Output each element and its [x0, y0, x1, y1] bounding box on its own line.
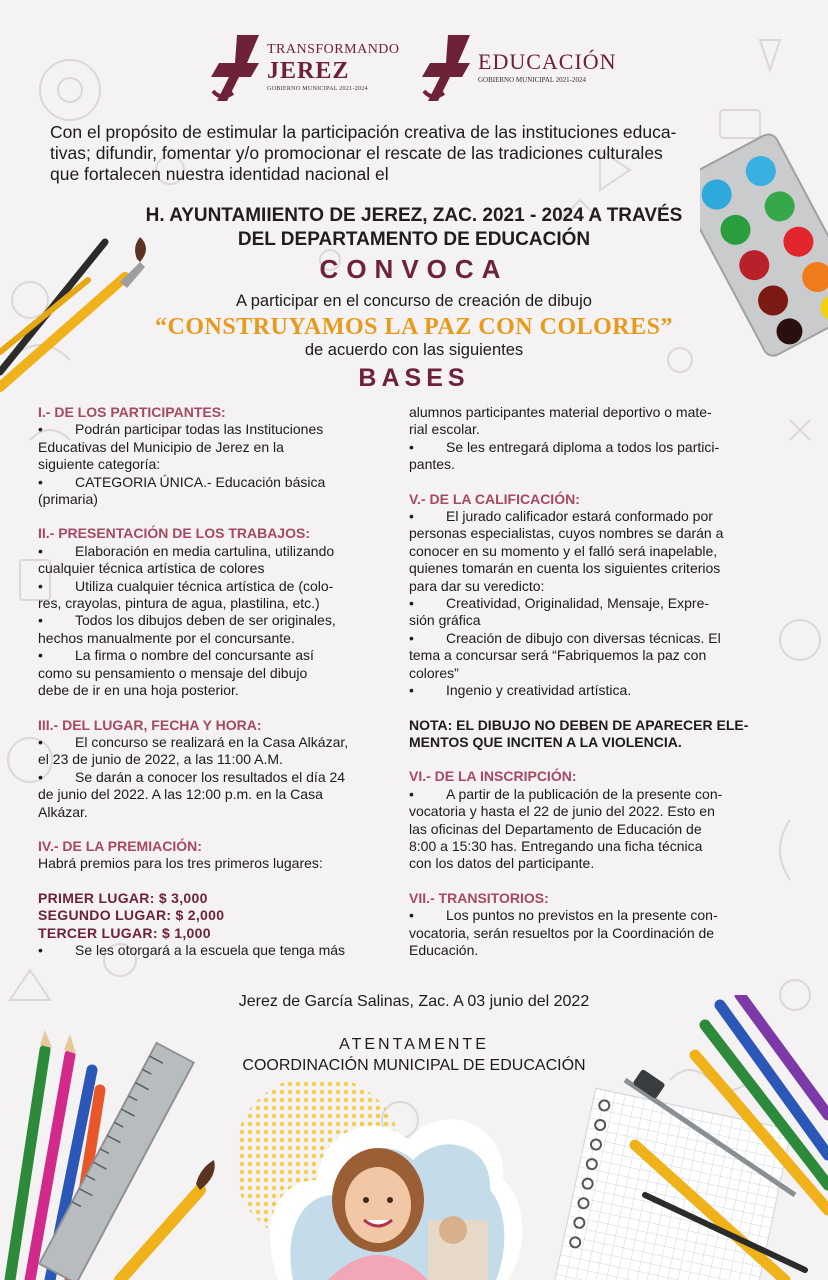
bullet-item	[409, 786, 773, 803]
item-text: El jurado calificador estará conformado por	[446, 508, 713, 525]
prize-second: SEGUNDO LUGAR: $ 2,000	[38, 907, 225, 924]
logo-main-text: EDUCACIÓN	[478, 49, 617, 74]
item-text: colores”	[409, 664, 459, 681]
bullet-item	[38, 578, 390, 595]
bullet-item	[38, 734, 390, 751]
item-text: Alkázar.	[38, 803, 88, 820]
pencils-ruler-icon	[0, 1030, 230, 1280]
item-text: Podrán participar todas las Instituciones	[75, 421, 324, 438]
right-column	[409, 404, 773, 976]
bullet-icon: •	[409, 785, 414, 802]
item-text: para dar su veredicto:	[409, 577, 545, 594]
item-text: Creatividad, Originalidad, Mensaje, Expre-	[446, 595, 710, 612]
bases-heading: BASES	[358, 364, 470, 392]
bullet-icon: •	[409, 682, 414, 699]
item-text: res, crayolas, pintura de agua, plastilina, etc.)	[38, 595, 320, 612]
item-text: Todos los dibujos deben de ser originales,	[75, 612, 336, 629]
item-text: Utiliza cualquier técnica artística de (colo-	[75, 577, 334, 594]
item-text: debe de ir en una hoja posterior.	[38, 682, 239, 699]
item-text: personas especialistas, cuyos nombres se darán a	[409, 525, 724, 542]
item-text: Ingenio y creatividad artística.	[446, 682, 632, 699]
section-title: VII.- TRANSITORIOS:	[409, 889, 549, 906]
logo-top-text: TRANSFORMANDO	[267, 42, 400, 57]
section-title: II.- PRESENTACIÓN DE LOS TRABAJOS:	[38, 525, 310, 542]
item-text: Los puntos no previstos en la presente con-	[446, 907, 718, 924]
prize-first: PRIMER LUGAR: $ 3,000	[38, 889, 208, 906]
item-text: las oficinas del Departamento de Educación de	[409, 820, 702, 837]
education-logo-icon	[418, 33, 474, 103]
nota-line: NOTA: EL DIBUJO NO DEBEN DE APARECER ELE-	[409, 716, 749, 733]
item-text: El concurso se realizará en la Casa Alkázar,	[75, 733, 349, 750]
item-text: cualquier técnica artística de colores	[38, 560, 265, 577]
convoca-heading: CONVOCA	[319, 254, 509, 284]
item-text: (primaria)	[38, 491, 98, 508]
bullet-icon: •	[409, 508, 414, 525]
item-text: como su pensamiento o mensaje del dibujo	[38, 664, 308, 681]
item-text: Creación de dibujo con diversas técnicas. El	[446, 629, 721, 646]
participar-text: A participar en el concurso de creación de dibujo	[236, 292, 592, 310]
item-text: La firma o nombre del concursante así	[75, 647, 314, 664]
municipal-logo-icon	[207, 33, 263, 103]
item-text: con los datos del participante.	[409, 855, 595, 872]
item-text: vocatoria, serán resueltos por la Coordinación de	[409, 924, 715, 941]
organizer-line: DEL DEPARTAMENTO DE EDUCACIÓN	[237, 229, 591, 250]
item-text: Se darán a conocer los resultados el día 24	[75, 768, 346, 785]
section-title: I.- DE LOS PARTICIPANTES:	[38, 404, 226, 420]
bullet-item	[38, 647, 390, 664]
bullet-item	[38, 474, 390, 491]
bullet-icon: •	[38, 421, 43, 438]
bullet-item	[409, 595, 773, 612]
item-text: el 23 de junio de 2022, a las 11:00 A.M.	[38, 751, 283, 768]
item-text: pantes.	[409, 456, 455, 473]
bullet-icon: •	[409, 907, 414, 924]
bullet-item	[38, 421, 390, 438]
item-text: Se les otorgará a la escuela que tenga más	[75, 941, 346, 958]
item-text: Se les entregará diploma a todos los partici-	[446, 438, 720, 455]
bullet-item	[409, 508, 773, 525]
bullet-item	[38, 942, 390, 959]
item-text: CATEGORIA ÚNICA.- Educación básica	[75, 473, 326, 490]
section-premiacion	[38, 838, 390, 959]
item-text: hechos manualmente por el concursante.	[38, 629, 295, 646]
item-text: Habrá premios para los tres primeros lugares:	[38, 855, 323, 872]
section-lugar-fecha	[38, 717, 390, 821]
logo-sub-text: GOBIERNO MUNICIPAL 2021-2024	[478, 76, 586, 84]
notebook-compass-icon	[545, 995, 828, 1280]
section-title: V.- DE LA CALIFICACIÓN:	[409, 490, 580, 507]
bullet-item	[38, 769, 390, 786]
item-text: quienes tomarán en cuenta los siguientes criterios	[409, 560, 721, 577]
intro-paragraph	[50, 122, 778, 185]
prize-third: TERCER LUGAR: $ 1,000	[38, 924, 211, 941]
item-text: sión gráfica	[409, 612, 481, 629]
left-column	[38, 404, 390, 976]
section-inscripcion	[409, 768, 773, 872]
signature-coordination: COORDINACIÓN MUNICIPAL DE EDUCACIÓN	[242, 1057, 586, 1074]
bullet-icon: •	[38, 768, 43, 785]
item-text: tema a concursar será “Fabriquemos la paz con	[409, 647, 707, 664]
bullet-item	[409, 682, 773, 699]
item-text: 8:00 a 15:30 has. Entregando una ficha técnica	[409, 837, 703, 854]
girl-photo	[238, 1080, 528, 1280]
item-text: vocatoria y hasta el 22 de junio del 2022. Esto en	[409, 803, 715, 820]
item-text: Educación.	[409, 941, 479, 958]
item-text: siguiente categoría:	[38, 456, 161, 473]
bullet-item	[38, 543, 390, 560]
intro-line: Con el propósito de estimular la participación creativa de las instituciones educa-	[50, 122, 677, 142]
section-title: III.- DEL LUGAR, FECHA Y HORA:	[38, 716, 262, 733]
place-date: Jerez de García Salinas, Zac. A 03 junio del 2022	[238, 993, 590, 1010]
contest-title: “CONSTRUYAMOS LA PAZ CON COLORES”	[155, 314, 673, 340]
intro-line: que fortalecen nuestra identidad nacional el	[50, 164, 389, 184]
bullet-icon: •	[38, 647, 43, 664]
bullet-icon: •	[38, 612, 43, 629]
bullet-item	[409, 630, 773, 647]
item-text: alumnos participantes material deportivo o mate-	[409, 404, 712, 420]
bullet-icon: •	[409, 438, 414, 455]
item-text: A partir de la publicación de la presente con-	[446, 785, 723, 802]
logo-main-text: JEREZ	[267, 58, 350, 84]
nota-line: MENTOS QUE INCITEN A LA VIOLENCIA.	[409, 733, 682, 750]
item-text: conocer en su momento y el falló será inapelable,	[409, 542, 718, 559]
bullet-item	[38, 612, 390, 629]
organizer-heading	[0, 204, 828, 252]
bullet-icon: •	[409, 595, 414, 612]
bullet-item	[409, 439, 773, 456]
nota-warning	[409, 717, 773, 752]
section-calificacion	[409, 491, 773, 700]
section-premiacion-cont	[409, 404, 773, 474]
acuerdo-text: de acuerdo con las siguientes	[304, 341, 524, 359]
bullet-icon: •	[38, 542, 43, 559]
section-transitorios	[409, 890, 773, 960]
bullet-icon: •	[38, 941, 43, 958]
organizer-line: H. AYUNTAMIIENTO DE JEREZ, ZAC. 2021 - 2024 A TRAVÉS	[145, 205, 683, 226]
item-text: Elaboración en media cartulina, utilizando	[75, 542, 335, 559]
item-text: Educativas del Municipio de Jerez en la	[38, 438, 284, 455]
section-title: VI.- DE LA INSCRIPCIÓN:	[409, 768, 577, 785]
bullet-icon: •	[409, 629, 414, 646]
section-presentacion	[38, 525, 390, 699]
item-text: de junio del 2022. A las 12:00 p.m. en la Casa	[38, 786, 323, 803]
section-participantes	[38, 404, 390, 508]
item-text: rial escolar.	[409, 421, 480, 438]
bullet-icon: •	[38, 733, 43, 750]
logo-sub-text: GOBIERNO MUNICIPAL 2021-2024	[267, 86, 368, 92]
intro-line: tivas; difundir, fomentar y/o promocionar el rescate de las tradiciones culturales	[50, 143, 663, 163]
bullet-item	[409, 907, 773, 924]
atentamente-text: ATENTAMENTE	[339, 1036, 489, 1053]
bullet-icon: •	[38, 473, 43, 490]
bullet-icon: •	[38, 577, 43, 594]
logo-educacion	[418, 30, 617, 105]
logo-transformando-jerez	[207, 30, 400, 105]
section-title: IV.- DE LA PREMIACIÓN:	[38, 837, 202, 854]
